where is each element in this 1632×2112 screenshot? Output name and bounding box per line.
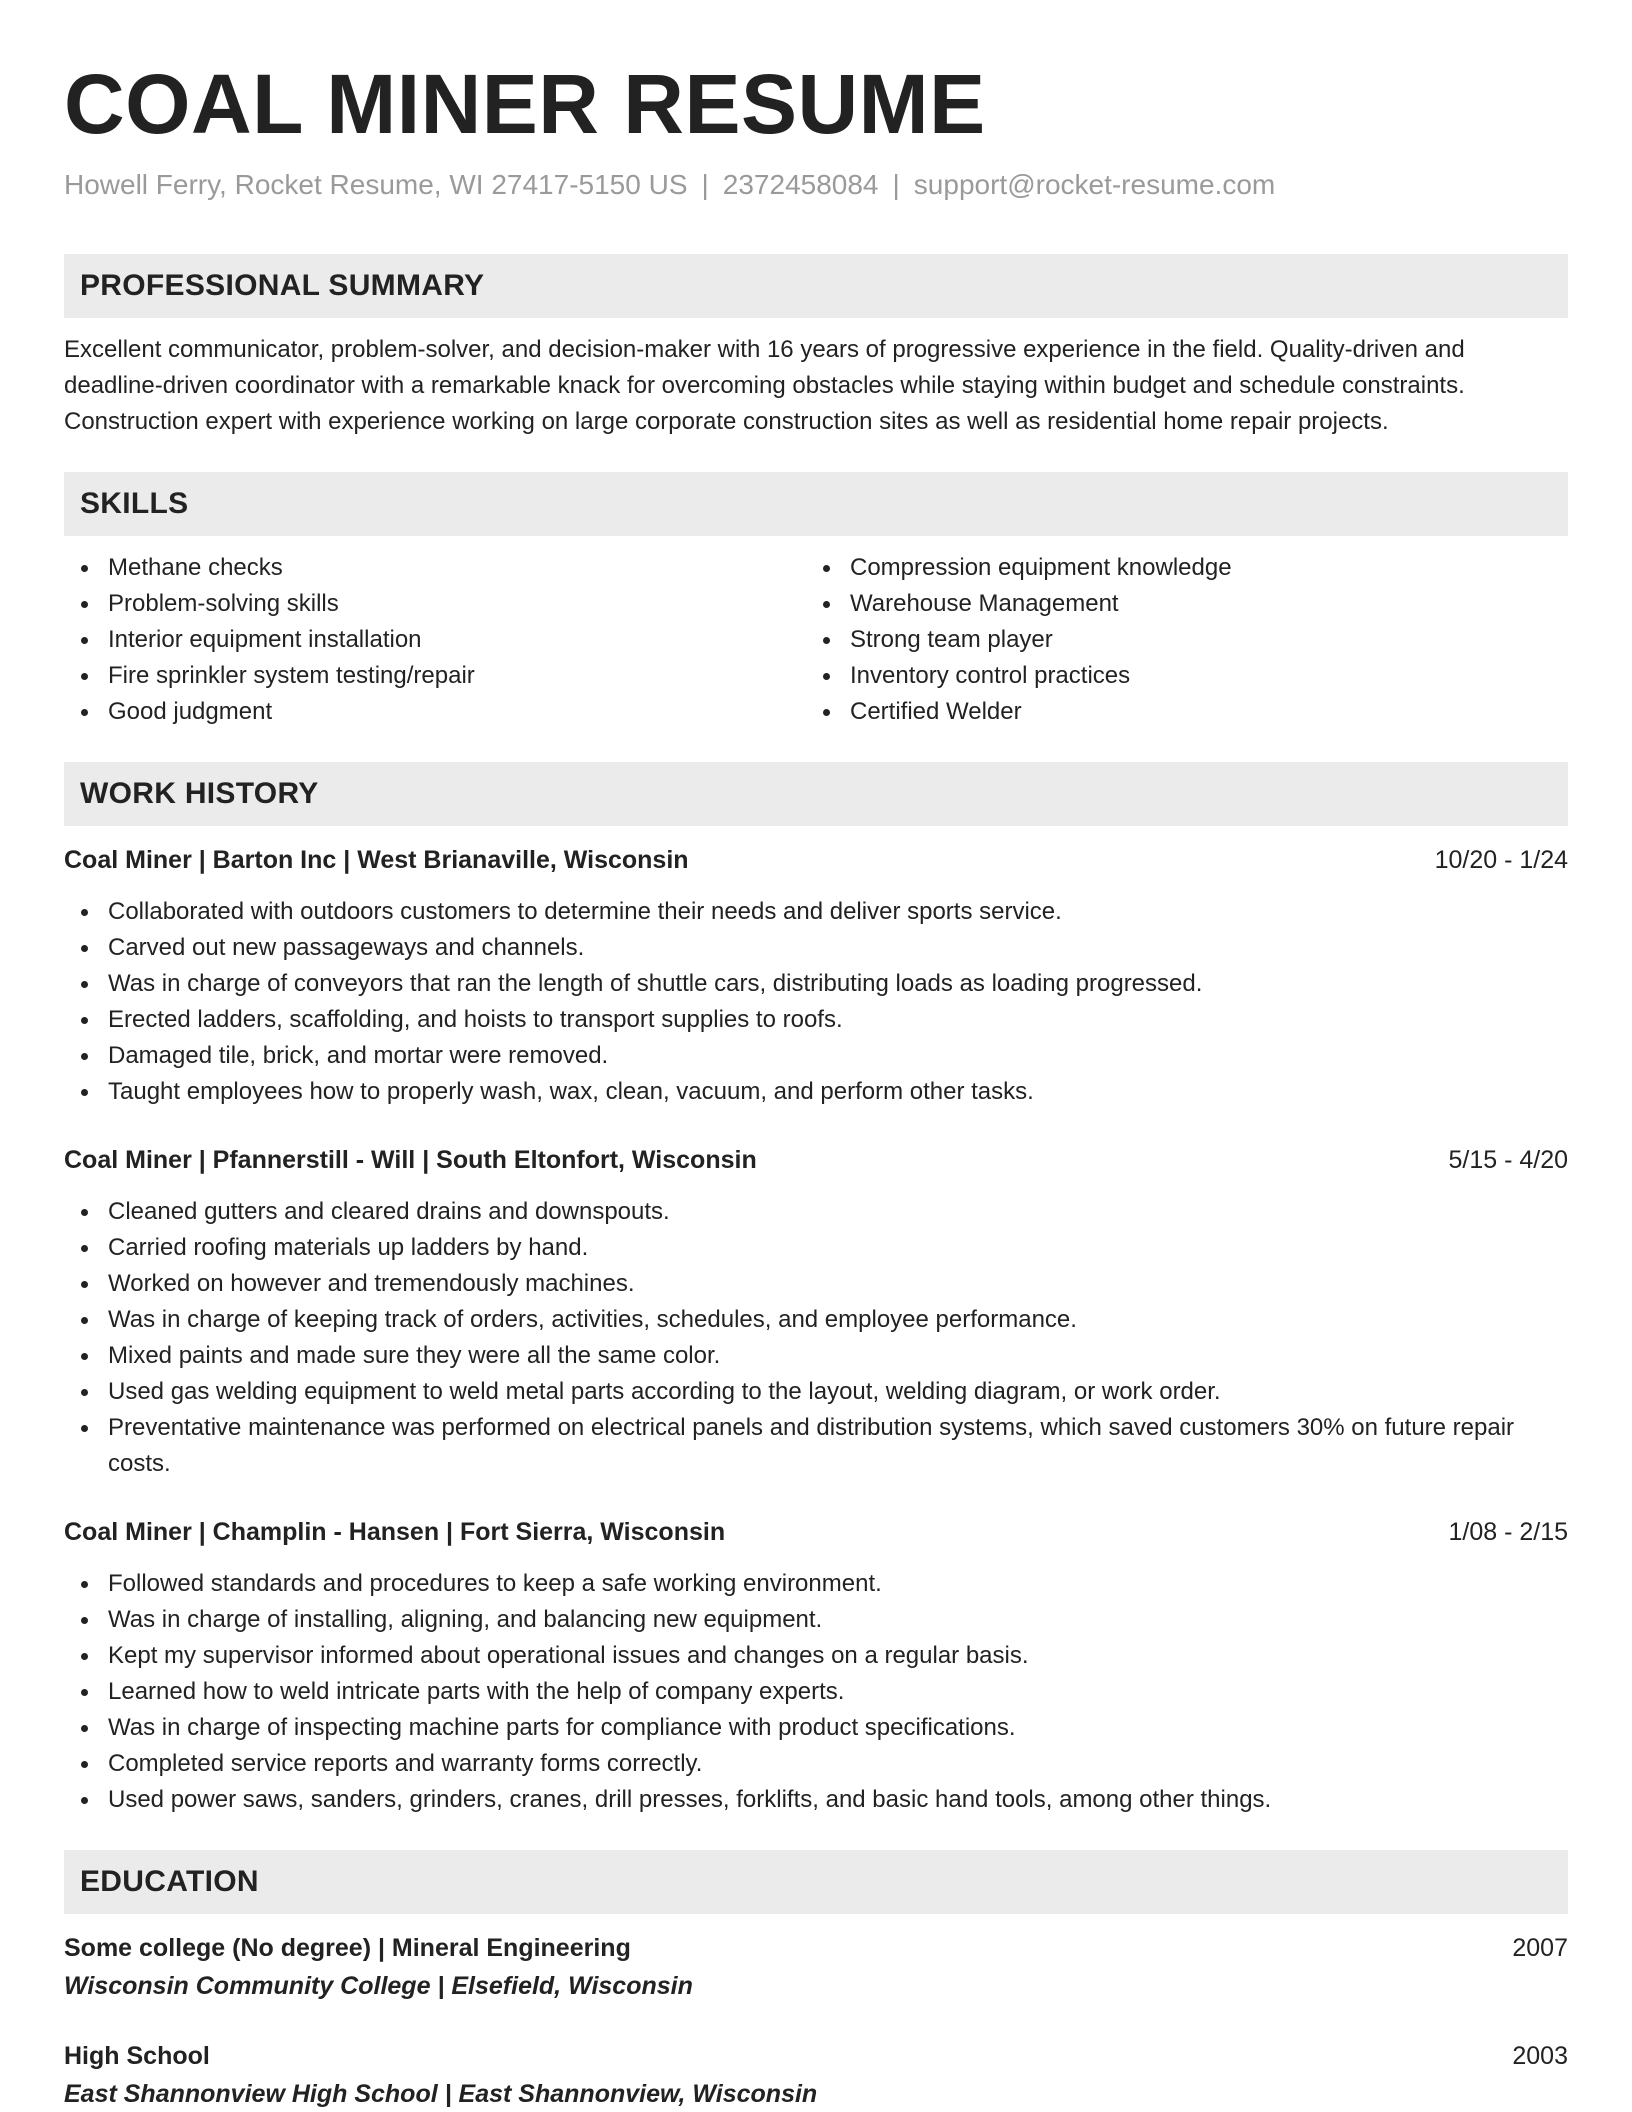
- skills-list: [64, 550, 1568, 730]
- job-duty: Worked on however and tremendously machines.: [64, 1266, 1568, 1302]
- contact-address: Howell Ferry, Rocket Resume, WI 27417-5150 US: [64, 169, 688, 200]
- skill-item: Problem-solving skills: [64, 586, 806, 622]
- job-title: Coal Miner | Pfannerstill - Will | South Eltonfort, Wisconsin: [64, 1146, 757, 1174]
- job-duty: Collaborated with outdoors customers to determine their needs and deliver sports service.: [64, 894, 1568, 930]
- job-entry: [64, 842, 1568, 1110]
- education-degree: High School: [64, 2042, 210, 2070]
- skill-item: Strong team player: [806, 622, 1548, 658]
- job-duties: [64, 1566, 1568, 1818]
- education-degree: Some college (No degree) | Mineral Engineering: [64, 1934, 631, 1962]
- job-dates: 5/15 - 4/20: [1448, 1146, 1568, 1174]
- job-title: Coal Miner | Barton Inc | West Brianaville, Wisconsin: [64, 846, 689, 874]
- job-duty: Preventative maintenance was performed on electrical panels and distribution systems, which saved customers 30% on future repair costs.: [64, 1410, 1568, 1482]
- job-entry: [64, 1514, 1568, 1818]
- job-duty: Erected ladders, scaffolding, and hoists to transport supplies to roofs.: [64, 1002, 1568, 1038]
- job-duty: Carried roofing materials up ladders by hand.: [64, 1230, 1568, 1266]
- skill-item: Inventory control practices: [806, 658, 1548, 694]
- contact-line: [64, 168, 1568, 202]
- job-duty: Learned how to weld intricate parts with the help of company experts.: [64, 1674, 1568, 1710]
- education-entry: [64, 2038, 1568, 2112]
- job-header: [64, 1142, 1568, 1178]
- skill-item: Warehouse Management: [806, 586, 1548, 622]
- job-duty: Used power saws, sanders, grinders, cranes, drill presses, forklifts, and basic hand tools, among other things.: [64, 1782, 1568, 1818]
- education-year: 2003: [1512, 2042, 1568, 2070]
- skill-item: Certified Welder: [806, 694, 1548, 730]
- summary-text: Excellent communicator, problem-solver, and decision-maker with 16 years of progressive experience in the field. Quality-driven and deadline-driven coordinator with a remarkable knack for overcoming obstacles while staying within budget and schedule constraints. Construction expert with experience working on large corporate construction sites as well as residential home repair projects.: [64, 336, 1465, 435]
- job-duty: Damaged tile, brick, and mortar were removed.: [64, 1038, 1568, 1074]
- job-duty: Carved out new passageways and channels.: [64, 930, 1568, 966]
- skill-item: Good judgment: [64, 694, 806, 730]
- education-school: East Shannonview High School | East Shannonview, Wisconsin: [64, 2080, 818, 2108]
- job-duty: Completed service reports and warranty forms correctly.: [64, 1746, 1568, 1782]
- job-duty: Was in charge of keeping track of orders, activities, schedules, and employee performance.: [64, 1302, 1568, 1338]
- skills-column-left: [64, 550, 806, 730]
- education-header: [64, 1930, 1568, 1966]
- job-duty: Was in charge of inspecting machine parts for compliance with product specifications.: [64, 1710, 1568, 1746]
- section-heading-education: EDUCATION: [64, 1850, 1568, 1914]
- section-heading-work-history: WORK HISTORY: [64, 762, 1568, 826]
- contact-phone: 2372458084: [722, 169, 879, 200]
- skill-item: Methane checks: [64, 550, 806, 586]
- skill-item: Fire sprinkler system testing/repair: [64, 658, 806, 694]
- section-heading-summary: PROFESSIONAL SUMMARY: [64, 254, 1568, 318]
- job-duties: [64, 1194, 1568, 1482]
- education-year: 2007: [1512, 1934, 1568, 1962]
- education-entry: [64, 1930, 1568, 2004]
- resume-title: COAL MINER RESUME: [64, 57, 986, 151]
- section-heading-skills: SKILLS: [64, 472, 1568, 536]
- job-duty: Used gas welding equipment to weld metal parts according to the layout, welding diagram, or work order.: [64, 1374, 1568, 1410]
- contact-separator: |: [701, 169, 709, 200]
- job-duty: Was in charge of conveyors that ran the length of shuttle cars, distributing loads as loading progressed.: [64, 966, 1568, 1002]
- job-dates: 1/08 - 2/15: [1448, 1518, 1568, 1546]
- job-duty: Taught employees how to properly wash, wax, clean, vacuum, and perform other tasks.: [64, 1074, 1568, 1110]
- job-duties: [64, 894, 1568, 1110]
- job-duty: Followed standards and procedures to keep a safe working environment.: [64, 1566, 1568, 1602]
- job-header: [64, 1514, 1568, 1550]
- skill-item: Interior equipment installation: [64, 622, 806, 658]
- job-header: [64, 842, 1568, 878]
- job-duty: Cleaned gutters and cleared drains and downspouts.: [64, 1194, 1568, 1230]
- job-dates: 10/20 - 1/24: [1434, 846, 1568, 874]
- job-entry: [64, 1142, 1568, 1482]
- job-title: Coal Miner | Champlin - Hansen | Fort Sierra, Wisconsin: [64, 1518, 726, 1546]
- education-school: Wisconsin Community College | Elsefield, Wisconsin: [64, 1972, 693, 2000]
- contact-separator: |: [892, 169, 900, 200]
- skill-item: Compression equipment knowledge: [806, 550, 1548, 586]
- contact-email: support@rocket-resume.com: [913, 169, 1276, 200]
- skills-column-right: [806, 550, 1548, 730]
- job-duty: Mixed paints and made sure they were all the same color.: [64, 1338, 1568, 1374]
- education-header: [64, 2038, 1568, 2074]
- job-duty: Was in charge of installing, aligning, and balancing new equipment.: [64, 1602, 1568, 1638]
- job-duty: Kept my supervisor informed about operational issues and changes on a regular basis.: [64, 1638, 1568, 1674]
